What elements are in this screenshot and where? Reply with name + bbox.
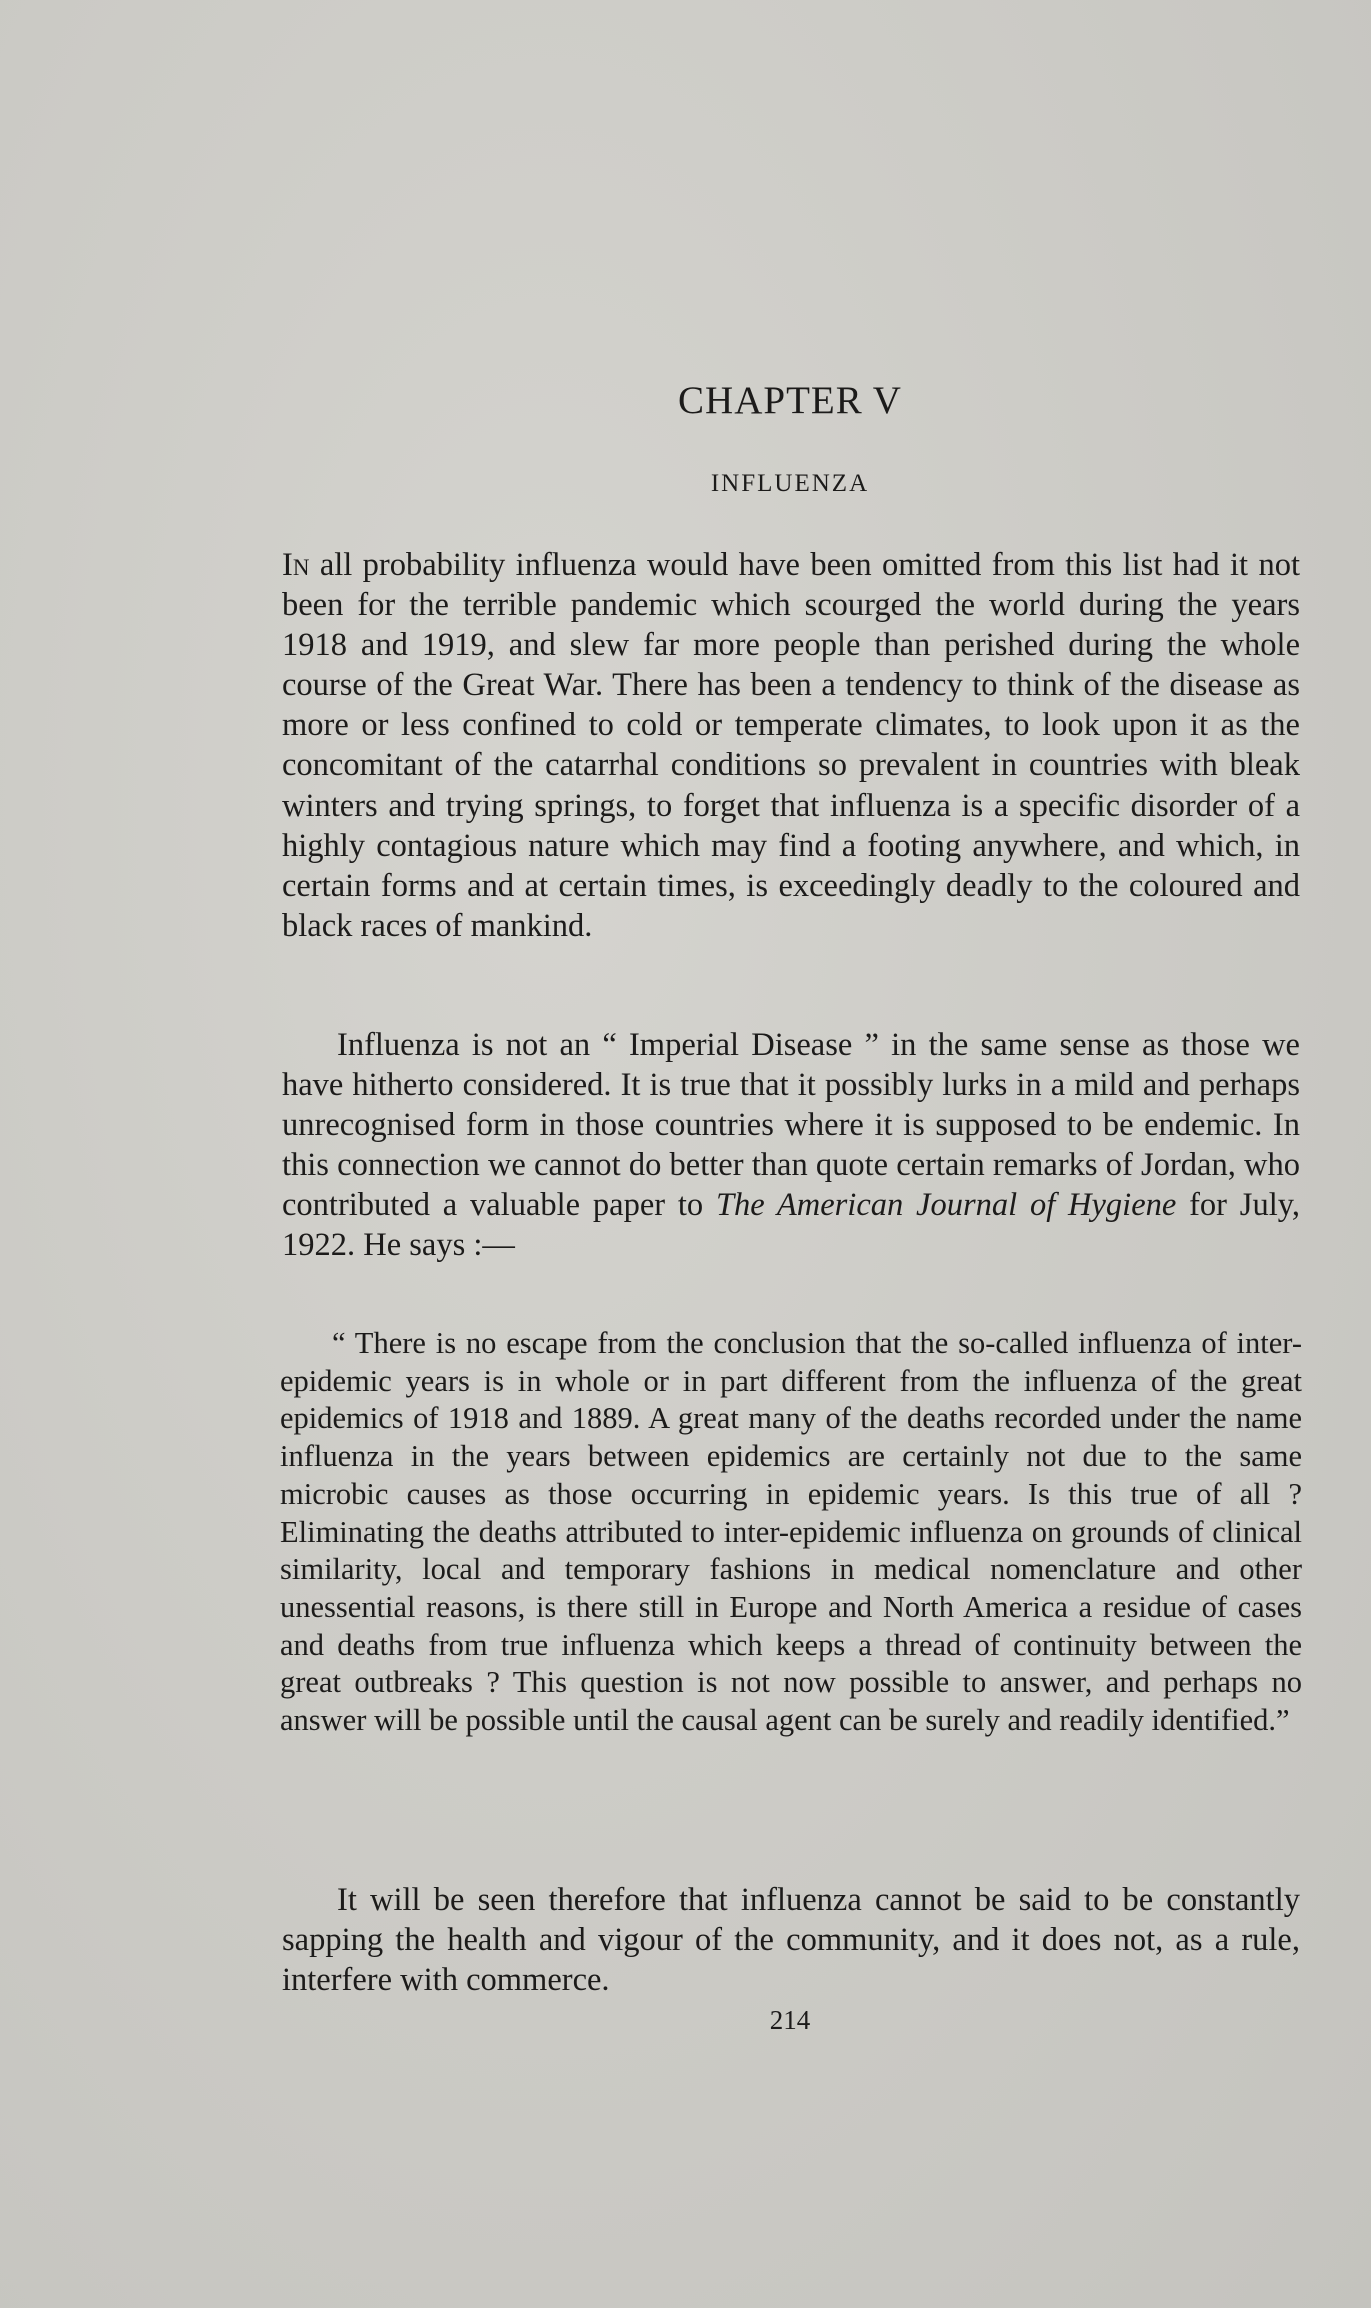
drop-lead-word: In (282, 547, 310, 583)
paragraph-conclusion: It will be seen therefore that influenza cannot be said to be constantly sapping the health and vigour of the community, and it does not, as a rule, interfere with commerce. (282, 1882, 1300, 1999)
journal-title: The American Journal of Hygiene (715, 1187, 1177, 1224)
paragraph-jordan (282, 1025, 1300, 1266)
block-quote: “ There is no escape from the conclusion that the so-called influenza of inter-epidemic years is in whole or in part different from the influenza of the great epidemics of 1918 and 1889. A great many of the deaths recorded under the name influenza in the years between epidemics are certainly not due to the same microbic causes as those occurring in epidemic years. Is this true of all ? Eliminating the deaths attributed to inter-epidemic influenza on grounds of clinical similarity, local and temporary fashions in medical nomenclature and other unessential reasons, is there still in Europe and North America a residue of cases and deaths from true influenza which keeps a thread of continuity between the great outbreaks ? This question is not now possible to answer, and perhaps no answer will be possible until the causal agent can be surely and readily identified.” (280, 1326, 1302, 1738)
paragraph-jordan-text-1: Influenza is not an “ Imperial Disease ” in the same sense as those we have hitherto considered. It is true that it possibly lurks in a mild and perhaps unrecognised form in those countries where it is supposed to be endemic. In this connection we cannot do better than quote certain remarks of Jordan, who contributed a valuable paper to (282, 1027, 1300, 1224)
paragraph-intro-text: all probability influenza would have been omitted from this list had it not been for the terrible pandemic which scourged the world during the years 1918 and 1919, and slew far more people than perished during the whole course of the Great War. There has been a tendency to think of the disease as more or less confined to cold or temperate climates, to look upon it as the concomitant of the catarrhal conditions so prevalent in countries with bleak winters and trying springs, to forget that influenza is a specific disorder of a highly contagious nature which may find a footing anywhere, and which, in certain forms and at certain times, is exceedingly deadly to the coloured and black races of mankind. (282, 547, 1300, 944)
paragraph-intro (282, 545, 1300, 946)
chapter-subtitle: INFLUENZA (710, 470, 870, 497)
paragraph-jordan-text-2: for July, 1922. He says :— (282, 1187, 1300, 1264)
chapter-title: CHAPTER V (678, 379, 902, 422)
page-number: 214 (769, 2005, 811, 2035)
